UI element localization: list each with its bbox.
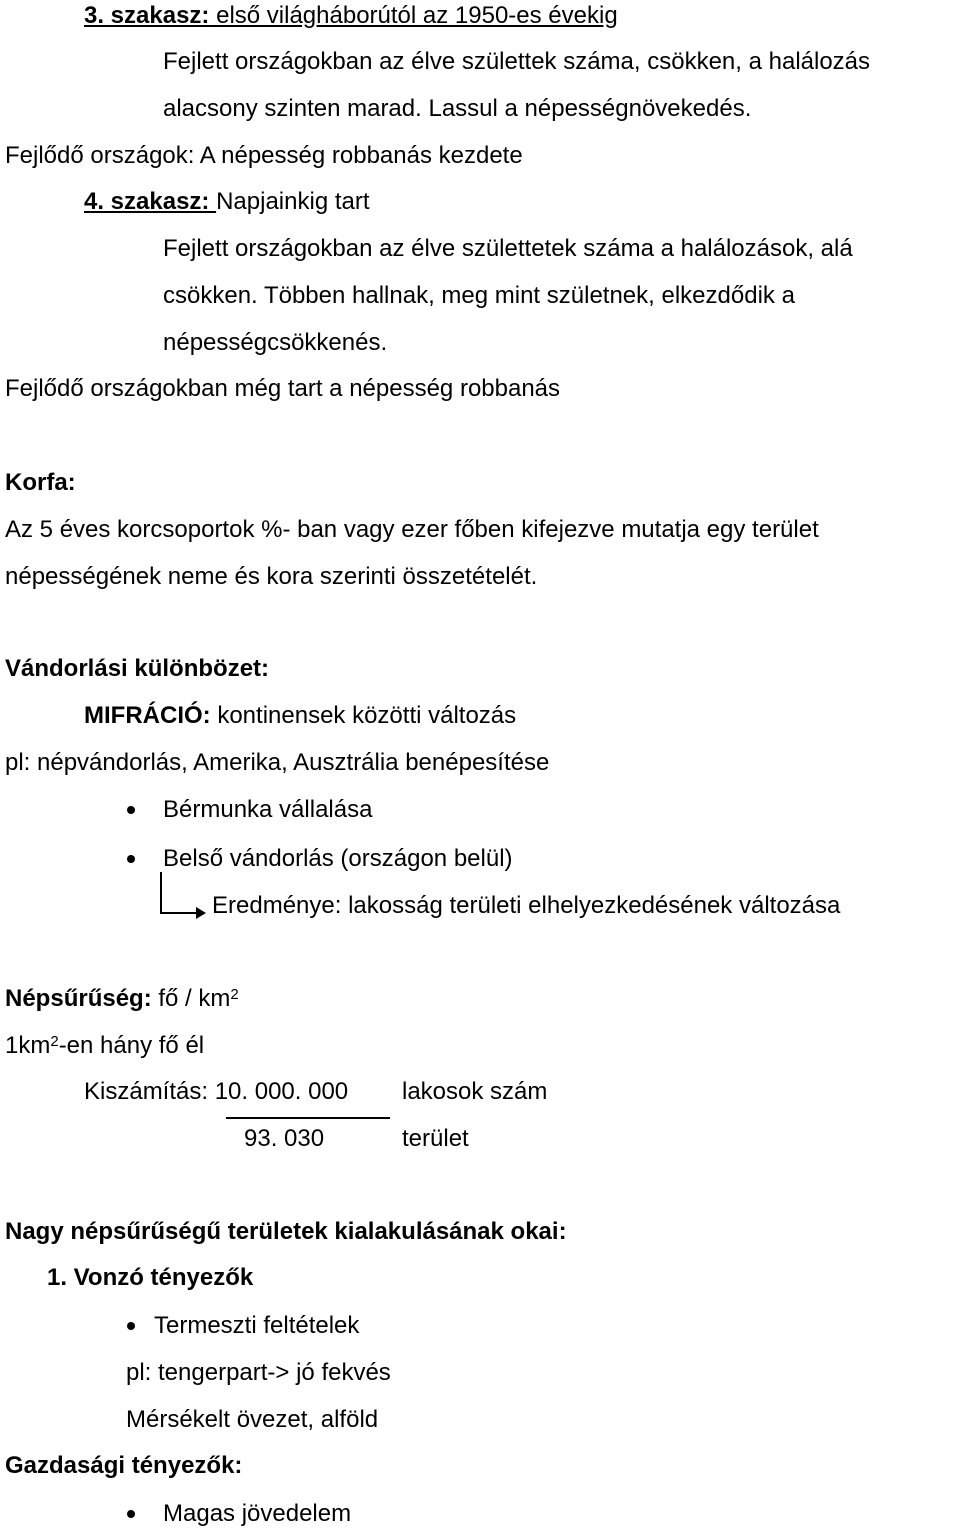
korfa-heading [5, 469, 76, 497]
gazdasagi-heading [5, 1452, 242, 1480]
vandorlas-example: pl: népvándorlás, Amerika, Ausztrália benépesítése [5, 749, 550, 776]
nepsuruseg-line-2-exp: 2 [50, 1033, 59, 1050]
section-4-line-3: népességcsökkenés. [163, 329, 388, 356]
vandorlas-result: Eredménye: lakosság területi elhelyezkedésének változása [212, 892, 841, 919]
mifracio-text: kontinensek közötti változás [210, 702, 517, 729]
nagy-example-1: pl: tengerpart-> jó fekvés [126, 1359, 391, 1386]
vandorlas-bullet-2: Belső vándorlás (országon belül) [163, 845, 513, 872]
section-4-title: Napjainkig tart [216, 188, 370, 215]
section-4-line-2: csökken. Többen hallnak, meg mint születnek, elkezdődik a [163, 282, 795, 309]
nagy-item-1-text: 1. Vonzó tényezők [47, 1264, 254, 1291]
section-4-line-4: Fejlődő országokban még tart a népesség robbanás [5, 375, 561, 402]
bullet-icon [127, 855, 135, 863]
section-3-heading [84, 2, 618, 30]
nepsuruseg-unit: fő / km [151, 985, 231, 1012]
section-3-line-1: Fejlett országokban az élve születtek száma, csökken, a halálozás [163, 48, 871, 75]
arrow-head-icon [196, 907, 206, 919]
calc-denominator-word: terület [402, 1125, 469, 1152]
nepsuruseg-line [5, 985, 239, 1013]
nepsuruseg-unit-exp: 2 [230, 986, 239, 1003]
section-4-line-1: Fejlett országokban az élve születtetek száma a halálozások, alá [163, 235, 853, 262]
korfa-line-1: Az 5 éves korcsoportok %- ban vagy ezer főben kifejezve mutatja egy terület [5, 516, 819, 543]
mifracio-line [84, 702, 516, 730]
bullet-icon [127, 1322, 135, 1330]
nagy-heading [5, 1218, 567, 1246]
section-3-line-3: Fejlődő országok: A népesség robbanás kezdete [5, 142, 523, 169]
bullet-icon [127, 1510, 135, 1518]
korfa-line-2: népességének neme és kora szerinti összetételét. [5, 563, 538, 590]
nagy-item-1 [47, 1264, 253, 1292]
nepsuruseg-line-2 [5, 1032, 204, 1060]
arrow-line-icon [160, 872, 162, 914]
vandorlas-bullet-1: Bérmunka vállalása [163, 796, 373, 823]
arrow-line-icon [160, 912, 196, 914]
nagy-bullet-1: Termeszti feltételek [154, 1312, 360, 1339]
calc-label: Kiszámítás: 10. 000. 000 [84, 1078, 349, 1105]
nagy-example-2: Mérsékelt övezet, alföld [126, 1406, 379, 1433]
section-3-label: 3. szakasz: [84, 2, 210, 29]
nepsuruseg-line-2-a: 1km [5, 1032, 51, 1059]
vandorlas-heading-text: Vándorlási különbözet: [5, 655, 270, 682]
nepsuruseg-label: Népsűrűség: [5, 985, 152, 1012]
calc-numerator-word: lakosok szám [402, 1078, 548, 1105]
fraction-line [226, 1117, 390, 1119]
section-3-line-2: alacsony szinten marad. Lassul a népességnövekedés. [163, 95, 752, 122]
nepsuruseg-line-2-b: -en hány fő él [58, 1032, 205, 1059]
section-3-title: első világháborútól az 1950-es évekig [209, 2, 618, 29]
nagy-heading-text: Nagy népsűrűségű területek kialakulásának okai: [5, 1218, 567, 1245]
bullet-icon [127, 806, 135, 814]
calc-denominator: 93. 030 [244, 1125, 325, 1152]
gazdasagi-heading-text: Gazdasági tényezők: [5, 1452, 243, 1479]
vandorlas-heading [5, 655, 269, 683]
mifracio-label: MIFRÁCIÓ: [84, 702, 211, 729]
korfa-heading-text: Korfa: [5, 469, 76, 496]
section-4-label: 4. szakasz: [84, 188, 217, 215]
nagy-bullet-2: Magas jövedelem [163, 1500, 352, 1527]
section-4-heading [84, 188, 370, 216]
